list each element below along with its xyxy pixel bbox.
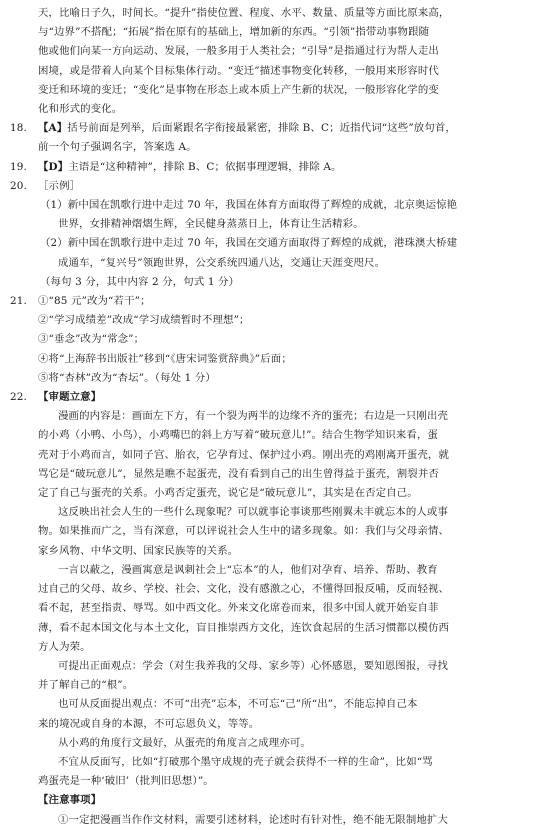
line-text: 困境，或是带着人向某个目标集体行动。“变迁”描述事物变化转移，一般用来形容时代 <box>38 64 439 77</box>
text-line <box>10 811 540 830</box>
line-text: ③“垂念”改为“常念”； <box>38 333 145 346</box>
line-text: 成通车，“复兴号”领跑世界，公交系统四通八达，交通让天涯变咫尺。 <box>58 256 386 269</box>
line-text: （1）新中国在凯歌行进中走过 70 年，我国在体育方面取得了辉煌的成就，北京奥运惊艳 <box>40 199 458 212</box>
line-text: （2）新中国在凯歌行进中走过 70 年，我国在交通方面取得了辉煌的成就，港珠澳大桥建 <box>40 237 458 250</box>
text-line <box>10 407 540 426</box>
line-text: 物。如果推而广之，当有深意，可以评说社会人生中的诸多现象。如：我们与父母亲情、 <box>38 525 450 538</box>
answer-key: 【D】 <box>38 160 69 173</box>
text-line <box>10 23 540 42</box>
text-line <box>10 158 540 177</box>
text-line <box>10 234 540 253</box>
text-line <box>10 311 540 330</box>
text-line <box>10 330 540 349</box>
text-line <box>10 465 540 484</box>
text-line <box>10 791 540 810</box>
line-text: 括号前面是列举，后面紧跟名字衔接最紧密，排除 B、C；近指代词“这些”放句首， <box>67 122 456 135</box>
line-text: ④将“上海辞书出版社”移到“《唐宋词鉴赏辞典》”后面； <box>38 352 292 365</box>
line-text: 并了解自己的“根”。 <box>38 679 134 692</box>
text-line <box>10 561 540 580</box>
line-text: 漫画的内容是：画面左下方，有一个裂为两半的边缘不齐的蛋壳；右边是一只刚出壳 <box>58 410 448 423</box>
text-line <box>10 4 540 23</box>
text-line <box>10 138 540 157</box>
text-line <box>10 695 540 714</box>
text-line <box>10 734 540 753</box>
text-line <box>10 484 540 503</box>
line-text: 世界，女排精神熠熠生辉，全民健身蒸蒸日上，体育让生活精彩。 <box>58 218 364 231</box>
line-text: 壳对于小鸡而言，如同子宫、胎衣，它孕育过、保护过小鸡。刚出壳的鸡刚离开蛋壳，就 <box>38 448 450 461</box>
text-line <box>10 753 540 772</box>
line-text: 也可从反面提出观点：不可“出壳”忘本，不可忘“己”所“出”，不能忘掉自己本 <box>58 698 418 711</box>
question-number: 19. <box>10 160 27 173</box>
line-text: ①一定把漫画当作作文材料，需要引述材料，论述时有针对性，绝不能无限制地扩大 <box>58 813 448 826</box>
line-text: 化和形式的变化。 <box>38 103 123 116</box>
text-line <box>10 619 540 638</box>
text-line <box>10 369 540 388</box>
text-line <box>10 119 540 138</box>
line-text: 与“边界”不搭配；“拓展”指在原有的基础上，增加新的东西。“引领”指带动事物跟随 <box>38 26 430 39</box>
answer-key: 【注意事项】 <box>38 794 102 807</box>
line-text: 不宜从反面写，比如“打破那个墨守成规的壳子就会获得不一样的生命”，比如“骂 <box>58 755 433 768</box>
text-line <box>10 542 540 561</box>
line-text: 从小鸡的角度行文最好，从蛋壳的角度言之成理亦可。 <box>58 736 311 749</box>
line-text: 薄，看不起本国文化与本土文化，盲目推崇西方文化，连饮食起居的生活习惯都以模仿西 <box>38 621 450 634</box>
text-line <box>10 42 540 61</box>
answer-key: 【A】 <box>38 122 68 135</box>
line-text: 可提出正面观点：学会（对生我养我的父母、家乡等）心怀感恩，要知恩图报，寻找 <box>58 659 448 672</box>
text-line <box>10 196 540 215</box>
line-text: 看不起，甚至指责、辱骂。如中西文化。外来文化席卷而来，很多中国人就开始妄自菲 <box>38 602 439 615</box>
line-text: 天，比喻日子久，时间长。“提升”指使位置、程度、水平、数量、质量等方面比原来高， <box>38 7 450 19</box>
line-text: ⑤将“杏林”改为“杏坛”。（每处 1 分） <box>38 371 216 384</box>
text-line <box>10 580 540 599</box>
question-number: 20. <box>10 179 27 192</box>
line-text: 鸡蛋壳是一种‘破旧’（批判旧思想）”。 <box>38 775 214 788</box>
question-number: 18. <box>10 122 27 135</box>
text-line <box>10 62 540 81</box>
line-text: 家乡风物、中华文明、国家民族等的关系。 <box>38 544 239 557</box>
line-text: 他或他们向某一方向运动、发展，一般多用于人类社会；“引导”是指通过行为帮人走出 <box>38 45 439 58</box>
text-line <box>10 100 540 119</box>
text-line <box>10 676 540 695</box>
text-line <box>10 715 540 734</box>
line-text: ①“85 元”改为“若干”； <box>38 295 151 308</box>
text-line <box>10 292 540 311</box>
line-text: 过自己的父母、故乡、学校、社会、文化，没有感激之心，不懂得回报反哺，反而轻视、 <box>38 583 450 596</box>
line-text: 定了自己与蛋壳的关系。小鸡否定蛋壳，说它是“破玩意儿”，其实是在否定自己。 <box>38 487 418 500</box>
text-line <box>10 254 540 273</box>
text-line <box>10 599 540 618</box>
line-text: ②“学习成绩差”改成“学习成绩暂时不理想”； <box>38 314 250 327</box>
line-text: （每句 3 分，其中内容 2 分，句式 1 分） <box>40 275 240 288</box>
line-text: 来的境况或自身的本源，不可忘恩负义，等等。 <box>38 717 260 730</box>
line-text: 这反映出社会人生的一些什么现象呢？可以就事论事谈那些刚翼未丰就忘本的人或事 <box>58 506 448 519</box>
line-text: 主语是“这种精神”，排除 B、C；依据事理逻辑，排除 A。 <box>68 160 342 173</box>
text-line <box>10 177 540 196</box>
text-line <box>10 503 540 522</box>
text-line <box>10 638 540 657</box>
line-text: 方人为荣。 <box>38 640 91 653</box>
text-line <box>10 273 540 292</box>
line-text: 前一个句子强调名字，答案选 A。 <box>38 141 197 154</box>
text-line <box>10 81 540 100</box>
text-line <box>10 522 540 541</box>
text-line <box>10 215 540 234</box>
question-number: 21. <box>10 295 27 308</box>
line-text: 的小鸡（小鸭、小鸟），小鸡嘴巴的斜上方写着“破玩意儿!”。结合生物学知识来看，蛋 <box>38 429 439 442</box>
text-line <box>10 388 540 407</box>
text-line <box>10 772 540 791</box>
line-text: 骂它是“破玩意儿”，显然是瞧不起蛋壳，没有看到自己的出生曾得益于蛋壳，割裂并否 <box>38 467 439 480</box>
answer-key: 【审题立意】 <box>38 391 102 404</box>
line-text: 一言以蔽之，漫画寓意是讽刺社会上“忘本”的人，他们对孕育、培养、帮助、教育 <box>58 563 438 576</box>
text-line <box>10 426 540 445</box>
line-text: ［示例］ <box>38 179 81 192</box>
text-line <box>10 657 540 676</box>
text-line <box>10 350 540 369</box>
question-number: 22. <box>10 391 27 404</box>
text-line <box>10 446 540 465</box>
line-text: 变迁和环境的变迁；“变化”是事物在形态上或本质上产生新的状况，一般形容化学的变 <box>38 83 439 96</box>
